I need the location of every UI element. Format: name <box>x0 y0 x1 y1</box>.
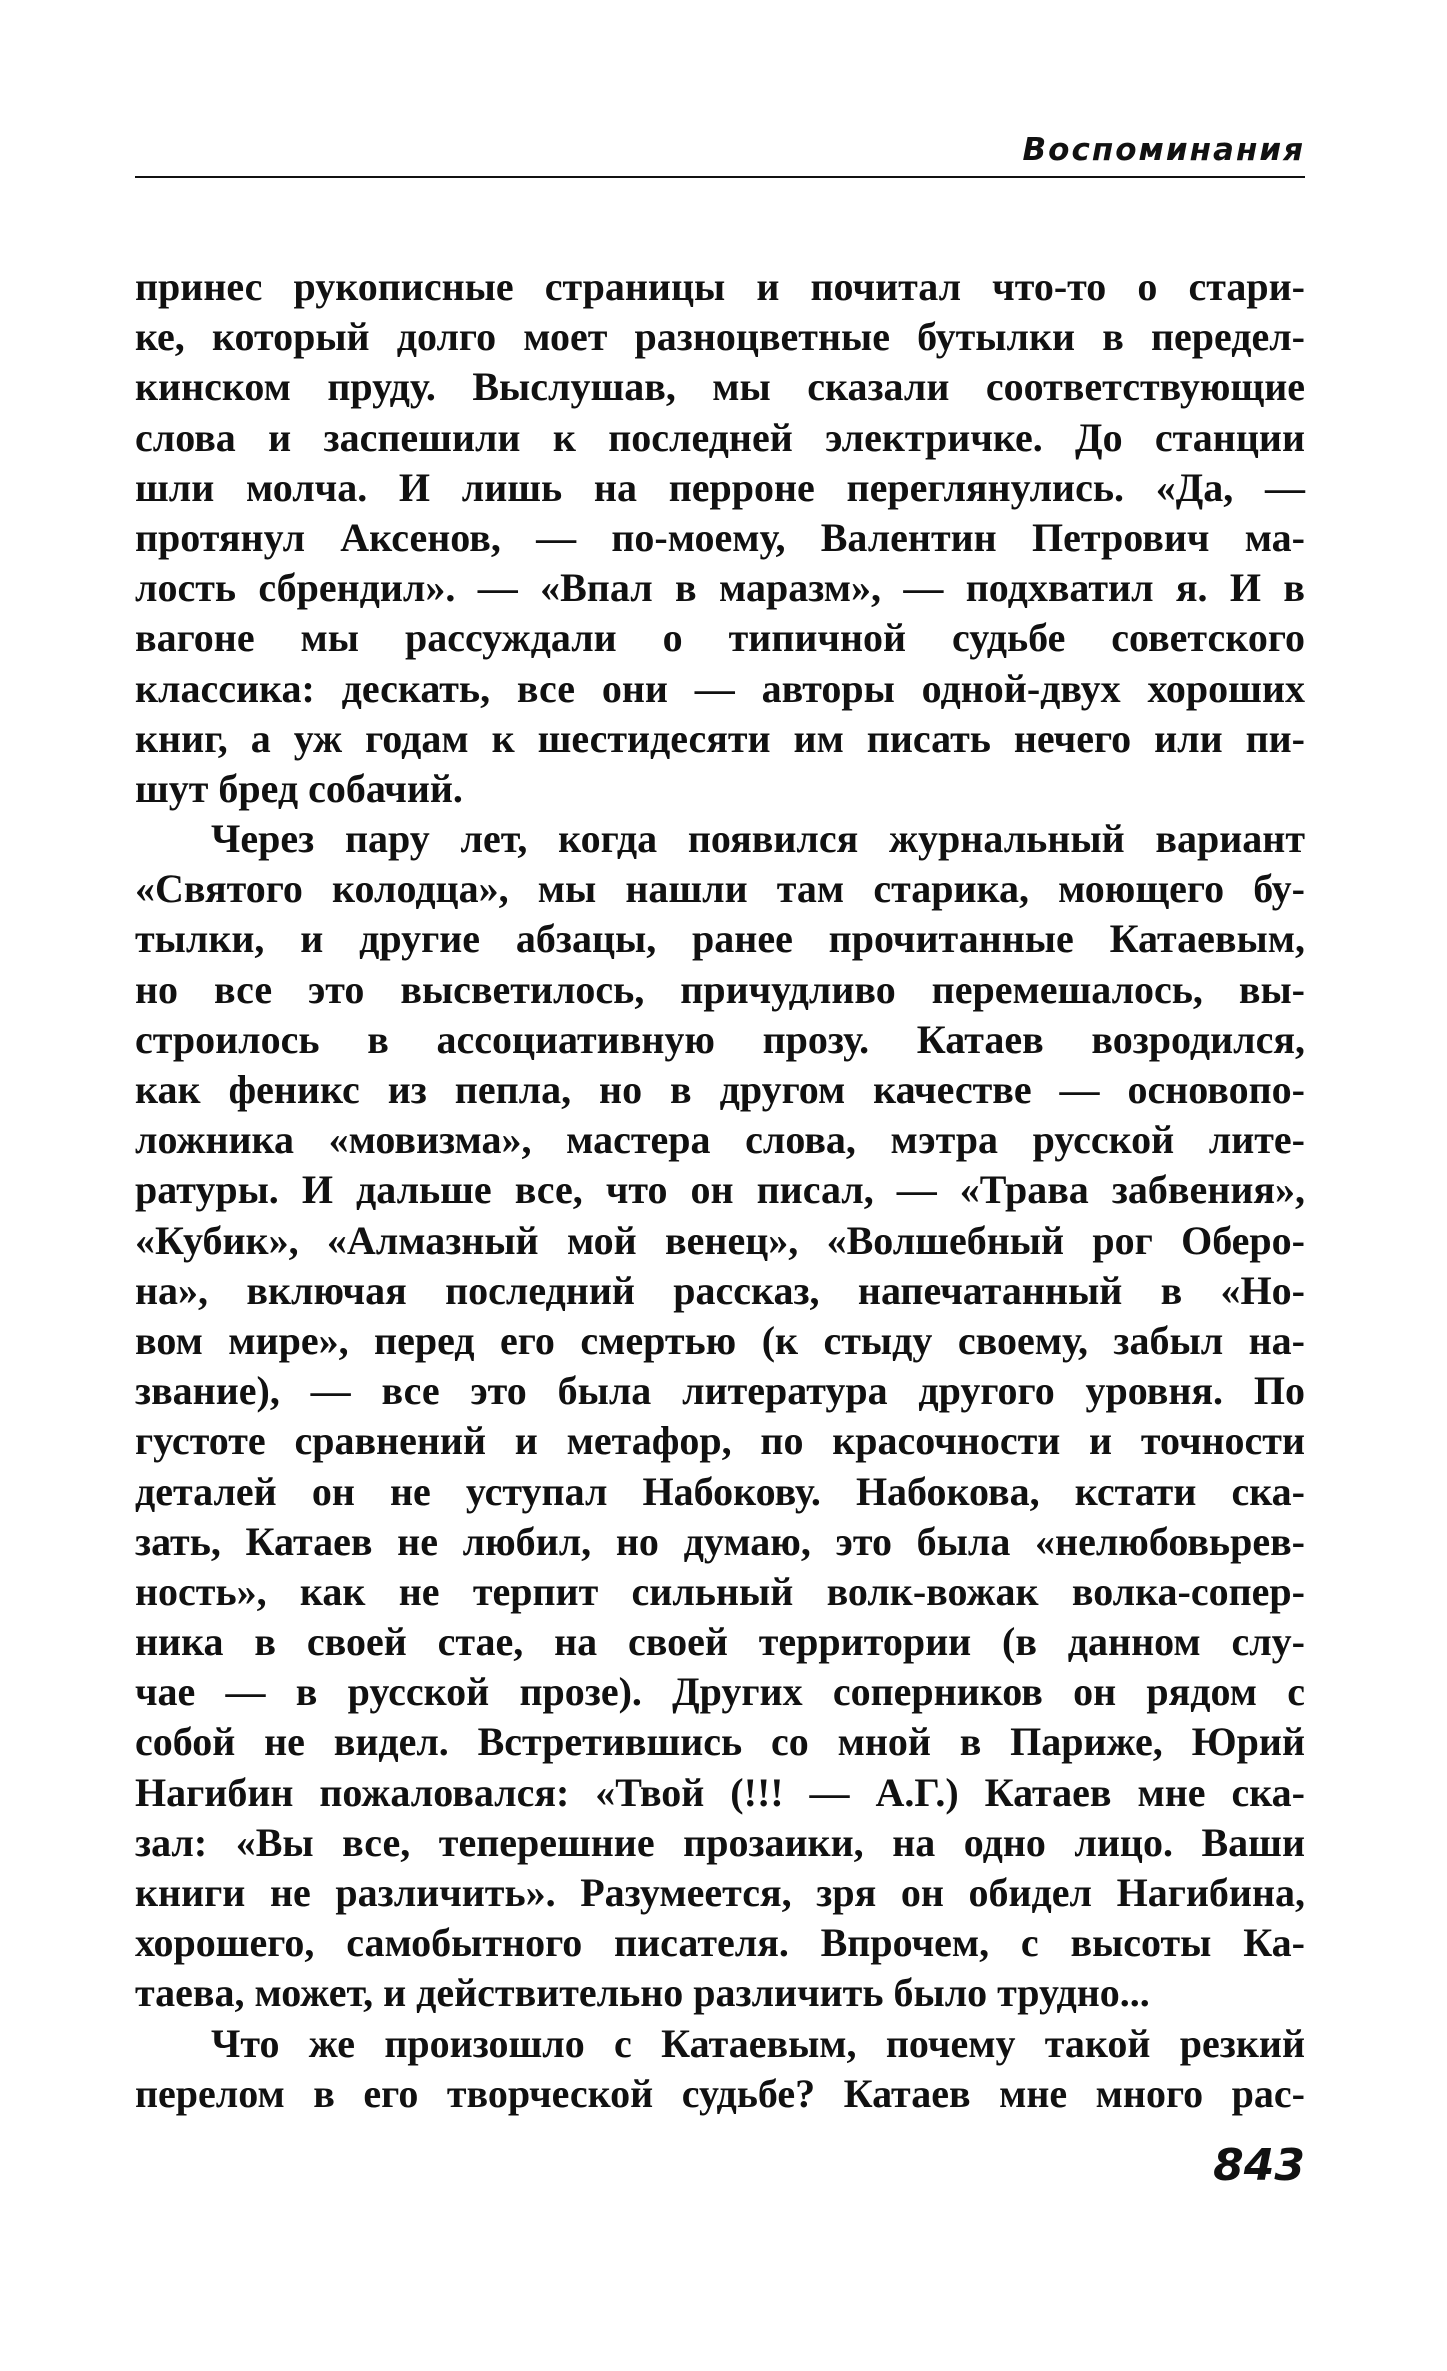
text-line: как феникс из пепла, но в другом качестве — основопо- <box>135 1067 1305 1112</box>
text-line: книг, а уж годам к шестидесяти им писать нечего или пи- <box>135 715 1305 761</box>
text-line: принес рукописные страницы и почитал что-то о стари- <box>135 264 1305 309</box>
text-line: книги не различить». Разумеется, зря он обидел Нагибина, <box>135 1870 1305 1915</box>
text-line: строилось в ассоциативную прозу. Катаев возродился, <box>135 1016 1305 1062</box>
text-line: «Кубик», «Алмазный мой венец», «Волшебный рог Оберо- <box>135 1217 1305 1263</box>
text-line: чае — в русской прозе). Других соперников он рядом с <box>135 1669 1305 1715</box>
text-line: Что же произошло с Катаевым, почему такой резкий <box>211 2020 1305 2066</box>
text-line: «Святого колодца», мы нашли там старика, моющего бу- <box>135 866 1305 912</box>
header-rule <box>135 176 1305 178</box>
text-line: ложника «мовизма», мастера слова, мэтра русской лите- <box>135 1117 1305 1163</box>
text-line: деталей он не уступал Набокову. Набокова, кстати ска- <box>135 1468 1305 1514</box>
text-line: ратуры. И дальше все, что он писал, — «Трава забвения», <box>135 1167 1305 1213</box>
text-line: густоте сравнений и метафор, по красочности и точности <box>135 1418 1305 1464</box>
text-line: собой не видел. Встретившись со мной в Париже, Юрий <box>135 1719 1305 1765</box>
text-line: ке, который долго моет разноцветные бутылки в передел- <box>135 314 1305 360</box>
text-line: кинском пруду. Выслушав, мы сказали соответствующие <box>135 364 1305 410</box>
text-line: вом мире», перед его смертью (к стыду своему, забыл на- <box>135 1317 1305 1363</box>
text-line: зал: «Вы все, теперешние прозаики, на одно лицо. Ваши <box>135 1819 1305 1865</box>
text-line: вагоне мы рассуждали о типичной судьбе советского <box>135 615 1305 661</box>
text-line: хорошего, самобытного писателя. Впрочем, с высоты Ка- <box>135 1920 1305 1966</box>
text-line: шут бред собачий. <box>135 765 463 811</box>
text-line: но все это высветилось, причудливо перемешалось, вы- <box>135 966 1305 1012</box>
text-line: тылки, и другие абзацы, ранее прочитанные Катаевым, <box>135 916 1305 962</box>
text-line: ность», как не терпит сильный волк-вожак волка-сопер- <box>135 1568 1305 1614</box>
text-line: перелом в его творческой судьбе? Катаев мне много рас- <box>135 2070 1305 2116</box>
page-number: 843 <box>1213 2140 1305 2191</box>
text-line: зать, Катаев не любил, но думаю, это была «нелюбовьрев- <box>135 1518 1305 1564</box>
text-line: таева, может, и действительно различить было трудно... <box>135 1970 1150 2016</box>
text-line: классика: дескать, все они — авторы одной-двух хороших <box>135 665 1305 711</box>
text-line: протянул Аксенов, — по-моему, Валентин Петрович ма- <box>135 514 1305 560</box>
text-line: звание), — все это была литература другого уровня. По <box>135 1368 1305 1414</box>
text-line: Нагибин пожаловался: «Твой (!!! — А.Г.) Катаев мне ска- <box>135 1769 1305 1815</box>
text-line: Через пару лет, когда появился журнальный вариант <box>211 816 1305 862</box>
text-line: шли молча. И лишь на перроне переглянулись. «Да, — <box>135 464 1305 510</box>
text-line: на», включая последний рассказ, напечатанный в «Но- <box>135 1267 1305 1313</box>
text-line: ника в своей стае, на своей территории (в данном слу- <box>135 1619 1305 1665</box>
text-line: слова и заспешили к последней электричке. До станции <box>135 414 1305 460</box>
body-text <box>135 262 1305 2119</box>
running-header: Воспоминания <box>1022 132 1305 168</box>
text-line: лость сбрендил». — «Впал в маразм», — подхватил я. И в <box>135 565 1305 611</box>
